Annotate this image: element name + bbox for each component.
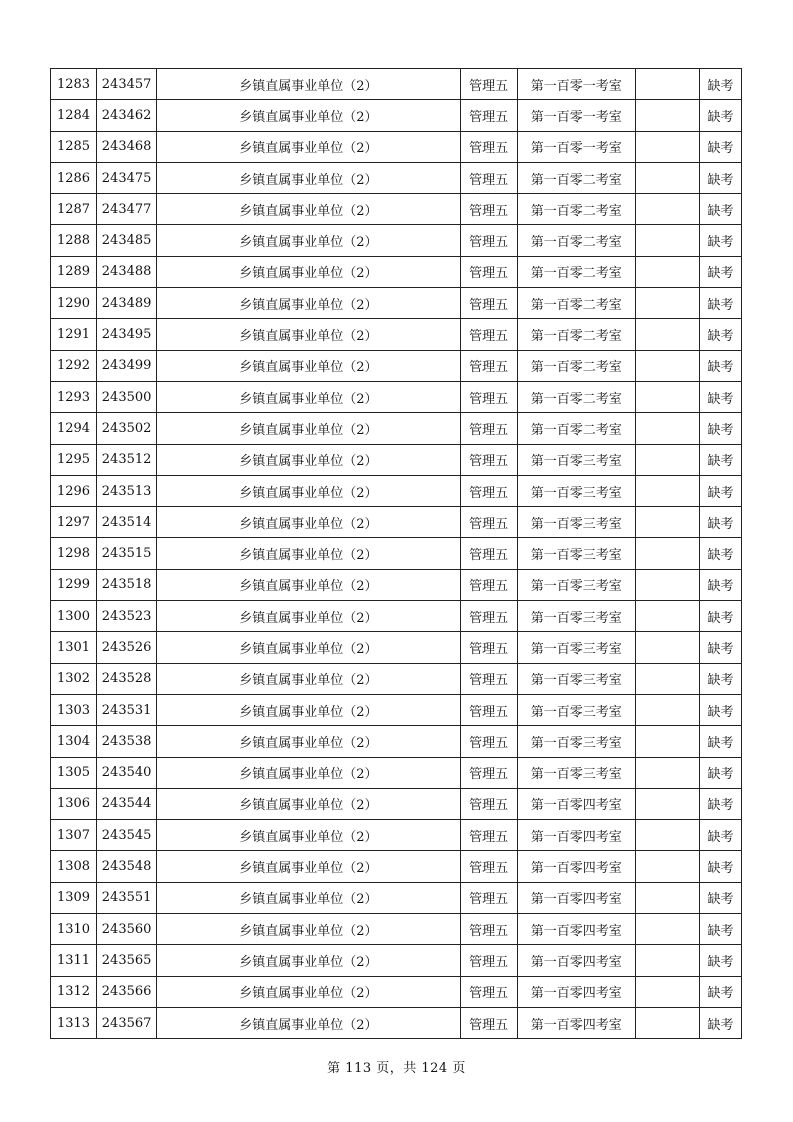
score-cell — [635, 444, 699, 475]
status-cell: 缺考 — [699, 538, 741, 569]
exam-number-cell: 243495 — [97, 319, 157, 350]
unit-cell: 乡镇直属事业单位（2） — [157, 350, 460, 381]
unit-cell: 乡镇直属事业单位（2） — [157, 475, 460, 506]
score-cell — [635, 225, 699, 256]
table-row — [51, 225, 742, 256]
score-cell — [635, 757, 699, 788]
exam-room-cell: 第一百零四考室 — [517, 914, 635, 945]
exam-room-cell: 第一百零三考室 — [517, 507, 635, 538]
seq-cell: 1309 — [51, 882, 97, 913]
position-cell: 管理五 — [460, 131, 517, 162]
unit-cell: 乡镇直属事业单位（2） — [157, 757, 460, 788]
unit-cell: 乡镇直属事业单位（2） — [157, 663, 460, 694]
status-cell: 缺考 — [699, 256, 741, 287]
exam-number-cell: 243538 — [97, 726, 157, 757]
table-row — [51, 475, 742, 506]
position-cell: 管理五 — [460, 538, 517, 569]
seq-cell: 1303 — [51, 694, 97, 725]
table-row — [51, 194, 742, 225]
exam-number-cell: 243515 — [97, 538, 157, 569]
unit-cell: 乡镇直属事业单位（2） — [157, 851, 460, 882]
seq-cell: 1295 — [51, 444, 97, 475]
score-cell — [635, 350, 699, 381]
position-cell: 管理五 — [460, 194, 517, 225]
seq-cell: 1284 — [51, 100, 97, 131]
score-cell — [635, 851, 699, 882]
position-cell: 管理五 — [460, 788, 517, 819]
table-row — [51, 945, 742, 976]
score-cell — [635, 726, 699, 757]
position-cell: 管理五 — [460, 882, 517, 913]
seq-cell: 1298 — [51, 538, 97, 569]
table-row — [51, 1007, 742, 1038]
seq-cell: 1306 — [51, 788, 97, 819]
unit-cell: 乡镇直属事业单位（2） — [157, 976, 460, 1007]
table-row — [51, 788, 742, 819]
seq-cell: 1308 — [51, 851, 97, 882]
score-cell — [635, 632, 699, 663]
exam-room-cell: 第一百零四考室 — [517, 1007, 635, 1038]
score-cell — [635, 945, 699, 976]
table-row — [51, 350, 742, 381]
exam-room-cell: 第一百零三考室 — [517, 757, 635, 788]
table-row — [51, 726, 742, 757]
exam-room-cell: 第一百零三考室 — [517, 726, 635, 757]
exam-room-cell: 第一百零三考室 — [517, 601, 635, 632]
unit-cell: 乡镇直属事业单位（2） — [157, 569, 460, 600]
exam-number-cell: 243489 — [97, 288, 157, 319]
unit-cell: 乡镇直属事业单位（2） — [157, 945, 460, 976]
exam-room-cell: 第一百零三考室 — [517, 694, 635, 725]
exam-number-cell: 243548 — [97, 851, 157, 882]
seq-cell: 1301 — [51, 632, 97, 663]
exam-room-cell: 第一百零二考室 — [517, 162, 635, 193]
score-cell — [635, 381, 699, 412]
exam-room-cell: 第一百零四考室 — [517, 788, 635, 819]
position-cell: 管理五 — [460, 569, 517, 600]
score-cell — [635, 413, 699, 444]
exam-number-cell: 243540 — [97, 757, 157, 788]
status-cell: 缺考 — [699, 820, 741, 851]
status-cell: 缺考 — [699, 100, 741, 131]
score-cell — [635, 663, 699, 694]
status-cell: 缺考 — [699, 475, 741, 506]
table-row — [51, 632, 742, 663]
exam-number-cell: 243500 — [97, 381, 157, 412]
unit-cell: 乡镇直属事业单位（2） — [157, 194, 460, 225]
table-row — [51, 914, 742, 945]
status-cell: 缺考 — [699, 851, 741, 882]
seq-cell: 1313 — [51, 1007, 97, 1038]
exam-room-cell: 第一百零三考室 — [517, 538, 635, 569]
seq-cell: 1307 — [51, 820, 97, 851]
score-cell — [635, 131, 699, 162]
status-cell: 缺考 — [699, 945, 741, 976]
position-cell: 管理五 — [460, 914, 517, 945]
exam-number-cell: 243531 — [97, 694, 157, 725]
exam-room-cell: 第一百零二考室 — [517, 256, 635, 287]
table-row — [51, 663, 742, 694]
exam-room-cell: 第一百零二考室 — [517, 413, 635, 444]
score-cell — [635, 475, 699, 506]
unit-cell: 乡镇直属事业单位（2） — [157, 538, 460, 569]
exam-room-cell: 第一百零二考室 — [517, 381, 635, 412]
position-cell: 管理五 — [460, 601, 517, 632]
table-row — [51, 538, 742, 569]
unit-cell: 乡镇直属事业单位（2） — [157, 69, 460, 100]
table-row — [51, 569, 742, 600]
exam-number-cell: 243468 — [97, 131, 157, 162]
position-cell: 管理五 — [460, 225, 517, 256]
exam-number-cell: 243457 — [97, 69, 157, 100]
position-cell: 管理五 — [460, 288, 517, 319]
status-cell: 缺考 — [699, 601, 741, 632]
exam-number-cell: 243485 — [97, 225, 157, 256]
score-cell — [635, 882, 699, 913]
exam-room-cell: 第一百零三考室 — [517, 475, 635, 506]
exam-room-cell: 第一百零二考室 — [517, 319, 635, 350]
exam-room-cell: 第一百零二考室 — [517, 225, 635, 256]
position-cell: 管理五 — [460, 350, 517, 381]
seq-cell: 1293 — [51, 381, 97, 412]
seq-cell: 1288 — [51, 225, 97, 256]
results-table — [50, 68, 742, 1039]
status-cell: 缺考 — [699, 694, 741, 725]
exam-number-cell: 243502 — [97, 413, 157, 444]
seq-cell: 1311 — [51, 945, 97, 976]
status-cell: 缺考 — [699, 319, 741, 350]
status-cell: 缺考 — [699, 69, 741, 100]
seq-cell: 1297 — [51, 507, 97, 538]
exam-room-cell: 第一百零一考室 — [517, 100, 635, 131]
score-cell — [635, 162, 699, 193]
unit-cell: 乡镇直属事业单位（2） — [157, 162, 460, 193]
score-cell — [635, 507, 699, 538]
seq-cell: 1302 — [51, 663, 97, 694]
status-cell: 缺考 — [699, 444, 741, 475]
exam-number-cell: 243567 — [97, 1007, 157, 1038]
score-cell — [635, 601, 699, 632]
table-row — [51, 507, 742, 538]
status-cell: 缺考 — [699, 632, 741, 663]
unit-cell: 乡镇直属事业单位（2） — [157, 100, 460, 131]
exam-room-cell: 第一百零四考室 — [517, 851, 635, 882]
unit-cell: 乡镇直属事业单位（2） — [157, 788, 460, 819]
exam-number-cell: 243526 — [97, 632, 157, 663]
status-cell: 缺考 — [699, 663, 741, 694]
status-cell: 缺考 — [699, 131, 741, 162]
seq-cell: 1289 — [51, 256, 97, 287]
position-cell: 管理五 — [460, 162, 517, 193]
status-cell: 缺考 — [699, 788, 741, 819]
status-cell: 缺考 — [699, 507, 741, 538]
unit-cell: 乡镇直属事业单位（2） — [157, 820, 460, 851]
position-cell: 管理五 — [460, 381, 517, 412]
score-cell — [635, 788, 699, 819]
seq-cell: 1290 — [51, 288, 97, 319]
exam-number-cell: 243512 — [97, 444, 157, 475]
position-cell: 管理五 — [460, 757, 517, 788]
unit-cell: 乡镇直属事业单位（2） — [157, 601, 460, 632]
exam-number-cell: 243551 — [97, 882, 157, 913]
status-cell: 缺考 — [699, 569, 741, 600]
seq-cell: 1287 — [51, 194, 97, 225]
table-row — [51, 131, 742, 162]
unit-cell: 乡镇直属事业单位（2） — [157, 381, 460, 412]
table-row — [51, 162, 742, 193]
exam-number-cell: 243513 — [97, 475, 157, 506]
table-row — [51, 601, 742, 632]
exam-room-cell: 第一百零一考室 — [517, 69, 635, 100]
score-cell — [635, 288, 699, 319]
seq-cell: 1292 — [51, 350, 97, 381]
exam-number-cell: 243565 — [97, 945, 157, 976]
exam-room-cell: 第一百零二考室 — [517, 350, 635, 381]
exam-number-cell: 243518 — [97, 569, 157, 600]
exam-room-cell: 第一百零三考室 — [517, 569, 635, 600]
exam-room-cell: 第一百零二考室 — [517, 194, 635, 225]
seq-cell: 1300 — [51, 601, 97, 632]
position-cell: 管理五 — [460, 256, 517, 287]
position-cell: 管理五 — [460, 976, 517, 1007]
position-cell: 管理五 — [460, 507, 517, 538]
seq-cell: 1294 — [51, 413, 97, 444]
table-body — [51, 69, 742, 1039]
score-cell — [635, 976, 699, 1007]
position-cell: 管理五 — [460, 632, 517, 663]
score-cell — [635, 319, 699, 350]
exam-room-cell: 第一百零三考室 — [517, 444, 635, 475]
unit-cell: 乡镇直属事业单位（2） — [157, 319, 460, 350]
exam-number-cell: 243488 — [97, 256, 157, 287]
status-cell: 缺考 — [699, 225, 741, 256]
seq-cell: 1310 — [51, 914, 97, 945]
position-cell: 管理五 — [460, 726, 517, 757]
exam-number-cell: 243475 — [97, 162, 157, 193]
position-cell: 管理五 — [460, 100, 517, 131]
status-cell: 缺考 — [699, 882, 741, 913]
page-footer: 第 113 页，共 124 页 — [327, 1061, 466, 1076]
score-cell — [635, 538, 699, 569]
table-row — [51, 256, 742, 287]
unit-cell: 乡镇直属事业单位（2） — [157, 694, 460, 725]
unit-cell: 乡镇直属事业单位（2） — [157, 225, 460, 256]
score-cell — [635, 914, 699, 945]
status-cell: 缺考 — [699, 350, 741, 381]
table-row — [51, 381, 742, 412]
unit-cell: 乡镇直属事业单位（2） — [157, 726, 460, 757]
unit-cell: 乡镇直属事业单位（2） — [157, 131, 460, 162]
position-cell: 管理五 — [460, 694, 517, 725]
unit-cell: 乡镇直属事业单位（2） — [157, 632, 460, 663]
seq-cell: 1291 — [51, 319, 97, 350]
position-cell: 管理五 — [460, 413, 517, 444]
exam-number-cell: 243545 — [97, 820, 157, 851]
score-cell — [635, 1007, 699, 1038]
position-cell: 管理五 — [460, 475, 517, 506]
position-cell: 管理五 — [460, 319, 517, 350]
table-row — [51, 882, 742, 913]
status-cell: 缺考 — [699, 288, 741, 319]
exam-room-cell: 第一百零四考室 — [517, 945, 635, 976]
exam-room-cell: 第一百零四考室 — [517, 882, 635, 913]
exam-room-cell: 第一百零二考室 — [517, 288, 635, 319]
exam-room-cell: 第一百零三考室 — [517, 663, 635, 694]
unit-cell: 乡镇直属事业单位（2） — [157, 914, 460, 945]
exam-number-cell: 243462 — [97, 100, 157, 131]
exam-number-cell: 243528 — [97, 663, 157, 694]
exam-room-cell: 第一百零四考室 — [517, 976, 635, 1007]
status-cell: 缺考 — [699, 381, 741, 412]
status-cell: 缺考 — [699, 194, 741, 225]
table-row — [51, 413, 742, 444]
exam-number-cell: 243566 — [97, 976, 157, 1007]
position-cell: 管理五 — [460, 851, 517, 882]
seq-cell: 1286 — [51, 162, 97, 193]
seq-cell: 1312 — [51, 976, 97, 1007]
exam-number-cell: 243544 — [97, 788, 157, 819]
unit-cell: 乡镇直属事业单位（2） — [157, 1007, 460, 1038]
seq-cell: 1283 — [51, 69, 97, 100]
table-row — [51, 100, 742, 131]
seq-cell: 1296 — [51, 475, 97, 506]
table-row — [51, 757, 742, 788]
score-cell — [635, 820, 699, 851]
unit-cell: 乡镇直属事业单位（2） — [157, 444, 460, 475]
position-cell: 管理五 — [460, 945, 517, 976]
unit-cell: 乡镇直属事业单位（2） — [157, 288, 460, 319]
unit-cell: 乡镇直属事业单位（2） — [157, 256, 460, 287]
status-cell: 缺考 — [699, 976, 741, 1007]
seq-cell: 1299 — [51, 569, 97, 600]
status-cell: 缺考 — [699, 1007, 741, 1038]
exam-number-cell: 243499 — [97, 350, 157, 381]
table-row — [51, 694, 742, 725]
unit-cell: 乡镇直属事业单位（2） — [157, 882, 460, 913]
table-row — [51, 444, 742, 475]
exam-number-cell: 243523 — [97, 601, 157, 632]
exam-number-cell: 243477 — [97, 194, 157, 225]
seq-cell: 1305 — [51, 757, 97, 788]
table-row — [51, 820, 742, 851]
position-cell: 管理五 — [460, 1007, 517, 1038]
status-cell: 缺考 — [699, 162, 741, 193]
exam-room-cell: 第一百零四考室 — [517, 820, 635, 851]
position-cell: 管理五 — [460, 820, 517, 851]
status-cell: 缺考 — [699, 757, 741, 788]
table-row — [51, 319, 742, 350]
position-cell: 管理五 — [460, 69, 517, 100]
score-cell — [635, 694, 699, 725]
status-cell: 缺考 — [699, 914, 741, 945]
exam-room-cell: 第一百零一考室 — [517, 131, 635, 162]
status-cell: 缺考 — [699, 726, 741, 757]
score-cell — [635, 256, 699, 287]
position-cell: 管理五 — [460, 663, 517, 694]
table-row — [51, 288, 742, 319]
table-row — [51, 976, 742, 1007]
exam-number-cell: 243560 — [97, 914, 157, 945]
score-cell — [635, 194, 699, 225]
score-cell — [635, 69, 699, 100]
table-row — [51, 851, 742, 882]
status-cell: 缺考 — [699, 413, 741, 444]
unit-cell: 乡镇直属事业单位（2） — [157, 507, 460, 538]
seq-cell: 1304 — [51, 726, 97, 757]
exam-number-cell: 243514 — [97, 507, 157, 538]
seq-cell: 1285 — [51, 131, 97, 162]
exam-room-cell: 第一百零三考室 — [517, 632, 635, 663]
position-cell: 管理五 — [460, 444, 517, 475]
unit-cell: 乡镇直属事业单位（2） — [157, 413, 460, 444]
score-cell — [635, 100, 699, 131]
table-row — [51, 69, 742, 100]
score-cell — [635, 569, 699, 600]
